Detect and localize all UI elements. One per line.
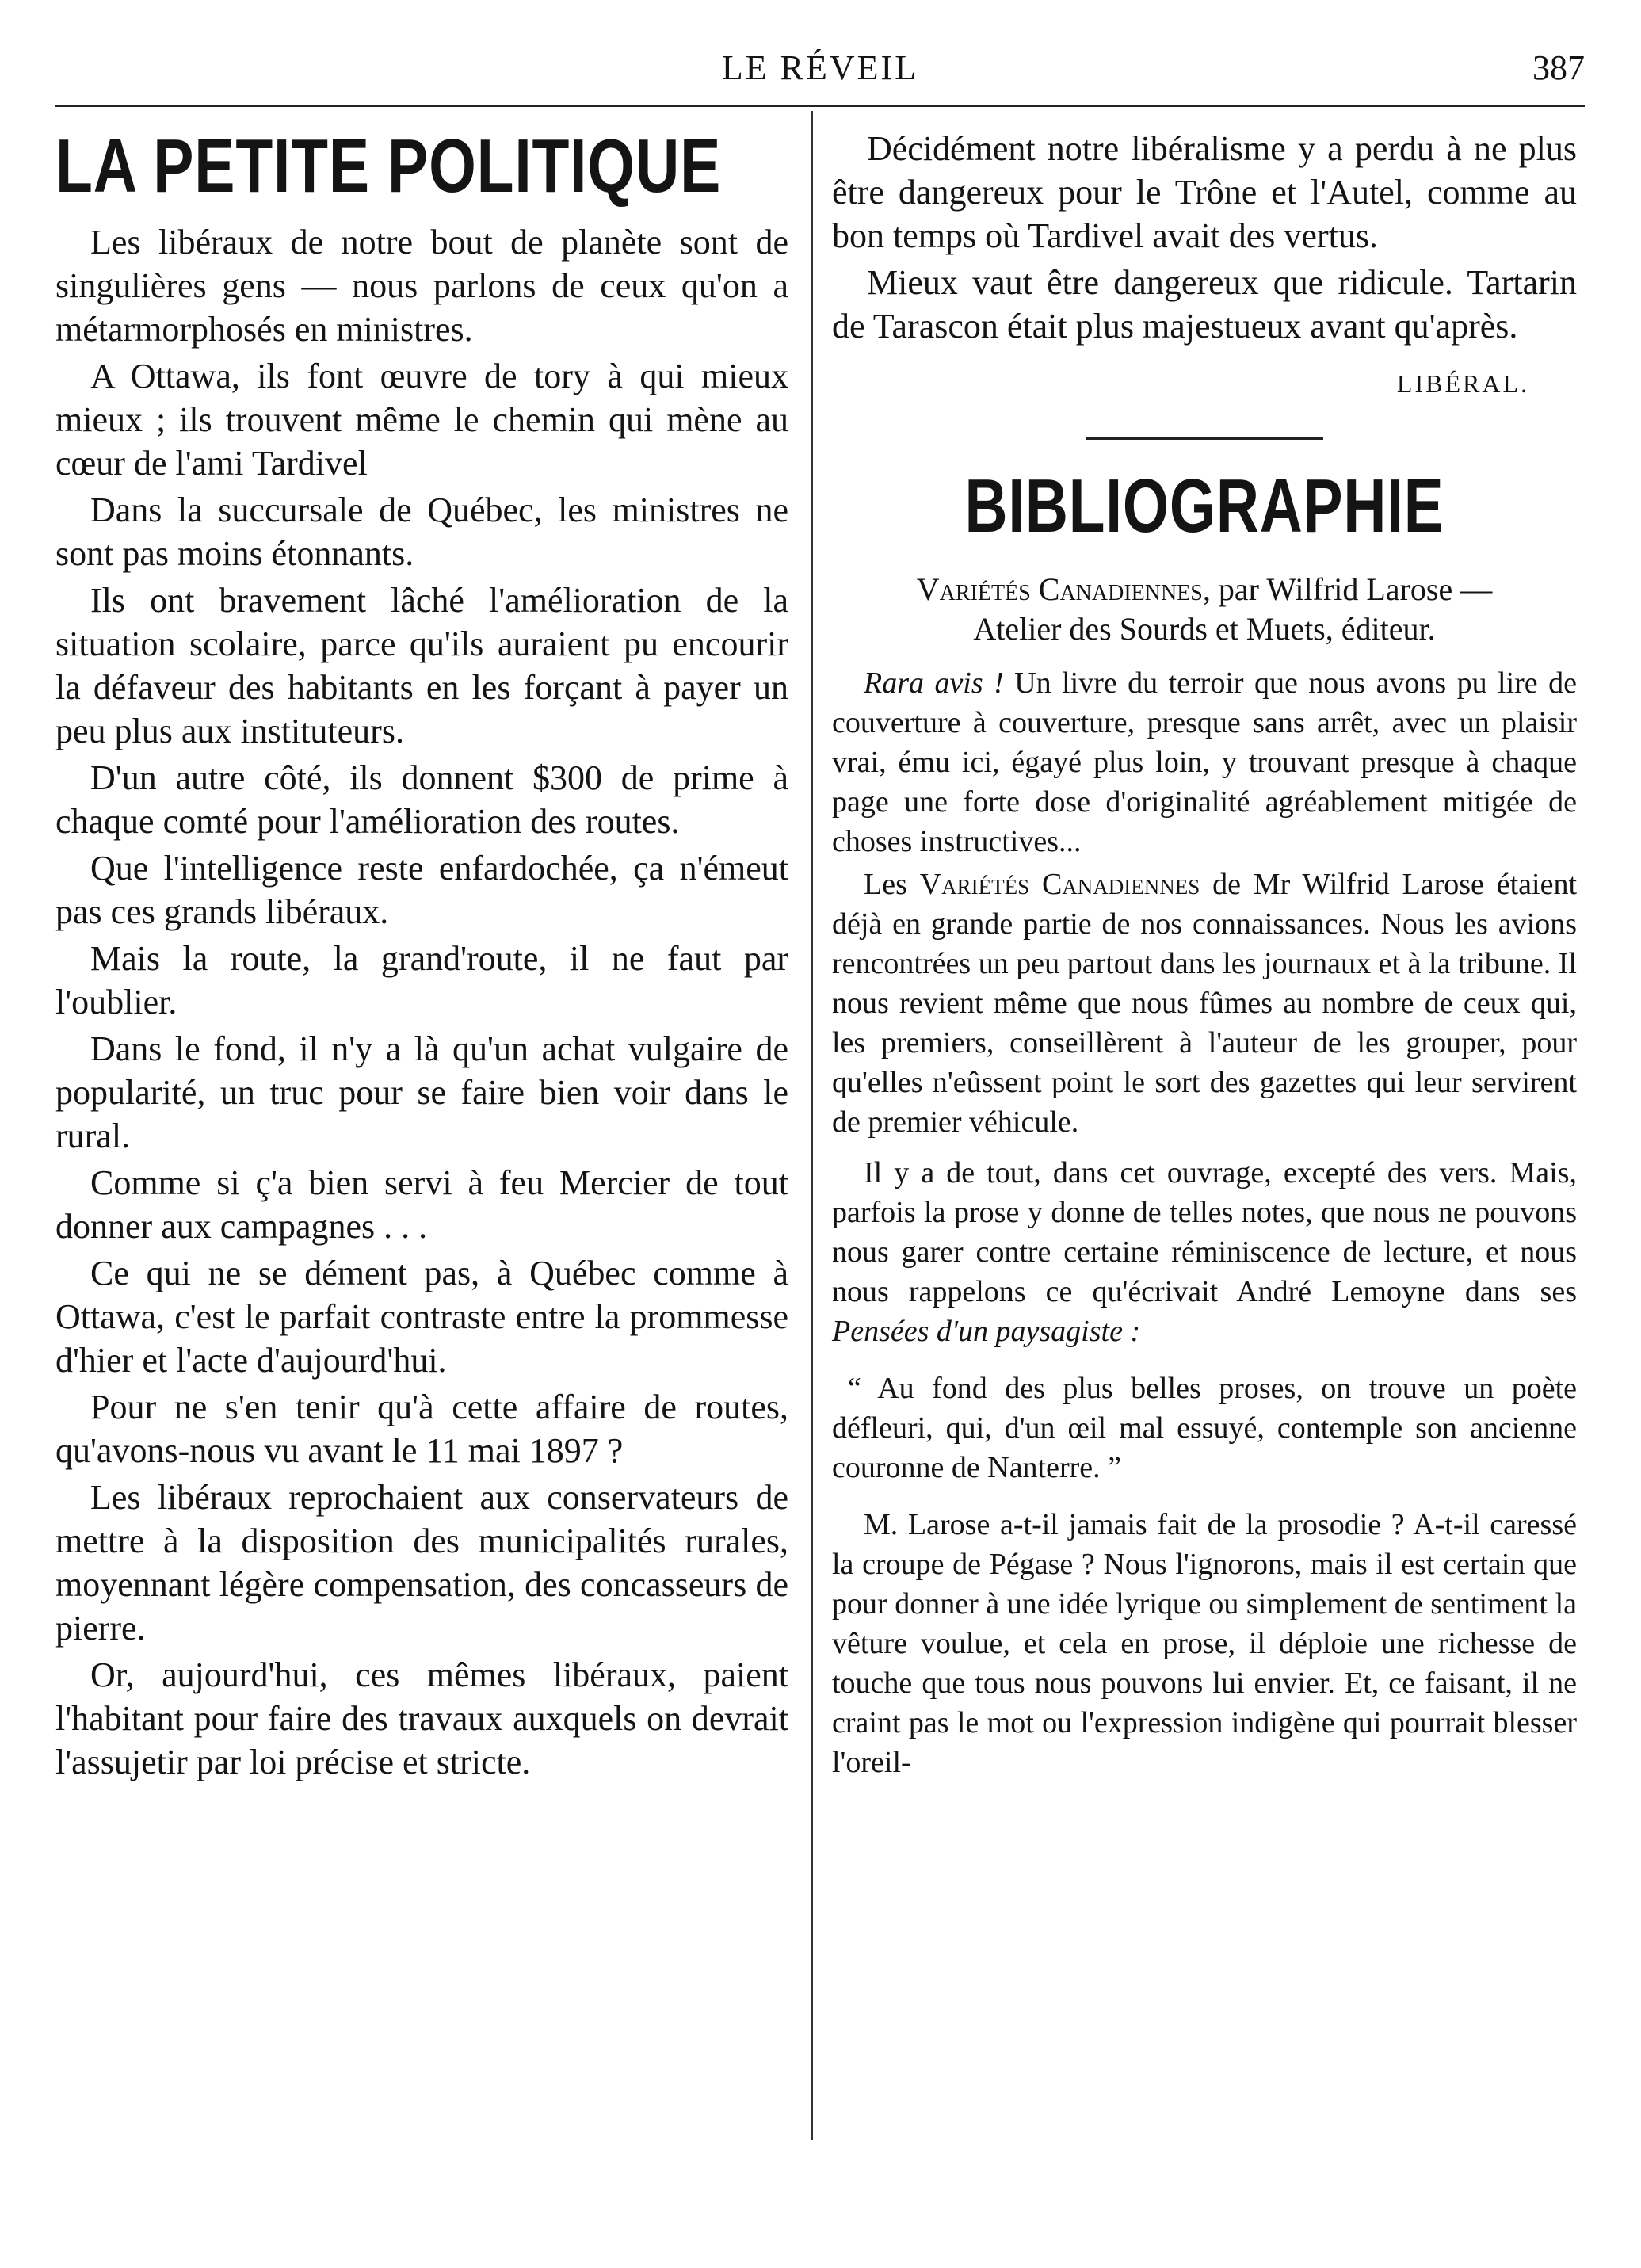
article-paragraph: Ce qui ne se dément pas, à Québec comme à Ottawa, c'est le parfait contraste entre la prommesse d'hier et l'acte d'aujourd'hui.	[55, 1254, 788, 1380]
review-text: Les	[864, 868, 920, 901]
review-paragraph	[832, 1153, 1577, 1351]
article-paragraph: A Ottawa, ils font œuvre de tory à qui mieux mieux ; ils trouvent même le chemin qui mène au cœur de l'ami Tardivel	[55, 357, 788, 483]
article-paragraph: D'un autre côté, ils donnent $300 de prime à chaque comté pour l'amélioration des routes.	[55, 758, 788, 841]
article-paragraph: Pour ne s'en tenir qu'à cette affaire de routes, qu'avons-nous vu avant le 11 mai 1897 ?	[55, 1388, 788, 1470]
book-title: Variétés Canadiennes	[916, 571, 1203, 607]
block-quote	[832, 1369, 1577, 1487]
article-paragraph: Ils ont bravement lâché l'amélioration de la situation scolaire, parce qu'ils auraient pu encourir la défaveur des habitants en les forçant à payer un peu plus aux instituteurs.	[55, 581, 788, 750]
headline-petite-politique: LA PETITE POLITIQUE	[55, 124, 722, 208]
headline-bibliographie: BIBLIOGRAPHIE	[964, 464, 1444, 548]
right-column	[832, 127, 1577, 1782]
article-paragraph: Mieux vaut être dangereux que ridicule. Tartarin de Tarascon était plus majestueux avant qu'après.	[832, 263, 1577, 346]
article-paragraph: Dans la succursale de Québec, les ministres ne sont pas moins étonnants.	[55, 491, 788, 573]
review-text: Il y a de tout, dans cet ouvrage, excepté des vers. Mais, parfois la prose y donne de telles notes, que nous ne pouvons nous garer contre certaine réminiscence de lecture, et nous nous rappelons ce qu'écrivait André Lemoyne dans ses	[832, 1156, 1577, 1308]
article-paragraph: Dans le fond, il n'y a là qu'un achat vulgaire de popularité, un truc pour se faire bien voir dans le rural.	[55, 1029, 788, 1155]
review-paragraph	[832, 663, 1577, 861]
review-text: de Mr Wilfrid Larose étaient déjà en grande partie de nos connaissances. Nous les avions rencontrées un peu partout dans les journaux et à la tribune. Il nous revient même que nous fûmes au nombre de ceux qui, les premiers, conseillèrent à l'auteur de les grouper, pour qu'elles n'eûssent point le sort des gazettes qui leur servirent de premier véhicule.	[832, 868, 1578, 1139]
review-text: Un livre du terroir que nous avons pu lire de couverture à couverture, presque sans arrêt, avec un plaisir vrai, ému ici, égayé plus loin, y trouvant presque à chaque page une forte dose d'originalité agréablement mitigée de choses instructives...	[832, 666, 1577, 858]
book-title-inline: Variétés Canadiennes	[919, 868, 1200, 901]
latin-phrase: Rara avis !	[864, 666, 1004, 700]
running-header	[55, 48, 1585, 95]
article-paragraph: Que l'intelligence reste enfardochée, ça n'émeut pas ces grands libéraux.	[55, 849, 788, 931]
review-paragraph: M. Larose a-t-il jamais fait de la prosodie ? A-t-il caressé la croupe de Pégase ? Nous l'ignorons, mais il est certain que pour donner à une idée lyrique ou simplement de sentiment la vêture voulue, et cela en prose, il déploie une richesse de touche que tous nous pouvons lui envier. Et, ce faisant, il ne craint pas le mot ou l'expression indigène qui pourrait blesser l'oreil-	[832, 1508, 1577, 1779]
review-paragraph	[832, 865, 1577, 1142]
page-number: 387	[1532, 48, 1585, 87]
article-paragraph: Décidément notre libéralisme y a perdu à ne plus être dangereux pour le Trône et l'Autel, comme au bon temps où Tardivel avait des vertus.	[832, 129, 1577, 255]
article-paragraph: Mais la route, la grand'route, il ne faut par l'oublier.	[55, 939, 788, 1021]
article-paragraph: Or, aujourd'hui, ces mêmes libéraux, paient l'habitant pour faire des travaux auxquels on devrait l'assujetir par loi précise et stricte.	[55, 1655, 788, 1781]
book-publisher: Atelier des Sourds et Muets, éditeur.	[973, 611, 1436, 647]
header-rule	[55, 105, 1585, 107]
article-paragraph: Comme si ç'a bien servi à feu Mercier de tout donner aux campagnes . . .	[55, 1163, 788, 1246]
article-paragraph: Les libéraux reprochaient aux conservateurs de mettre à la disposition des municipalités rurales, moyennant légère compensation, des concasseurs de pierre.	[55, 1478, 788, 1648]
book-author: , par Wilfrid Larose —	[1202, 571, 1493, 607]
journal-title: LE RÉVEIL	[721, 48, 919, 87]
left-column	[55, 119, 788, 1784]
section-rule	[1086, 437, 1323, 440]
quote-text: “ Au fond des plus belles proses, on trouve un poète défleuri, qui, d'un œil mal essuyé, contemple son ancienne couronne de Nanterre. ”	[832, 1372, 1577, 1484]
review-body	[832, 663, 1577, 1782]
column-divider	[811, 111, 813, 2140]
signature: LIBÉRAL.	[1396, 369, 1529, 398]
book-citation	[832, 570, 1577, 609]
cited-work: Pensées d'un paysagiste :	[832, 1315, 1141, 1348]
article-paragraph: Les libéraux de notre bout de planète sont de singulières gens — nous parlons de ceux qu'on a métarmorphosés en ministres.	[55, 223, 788, 349]
